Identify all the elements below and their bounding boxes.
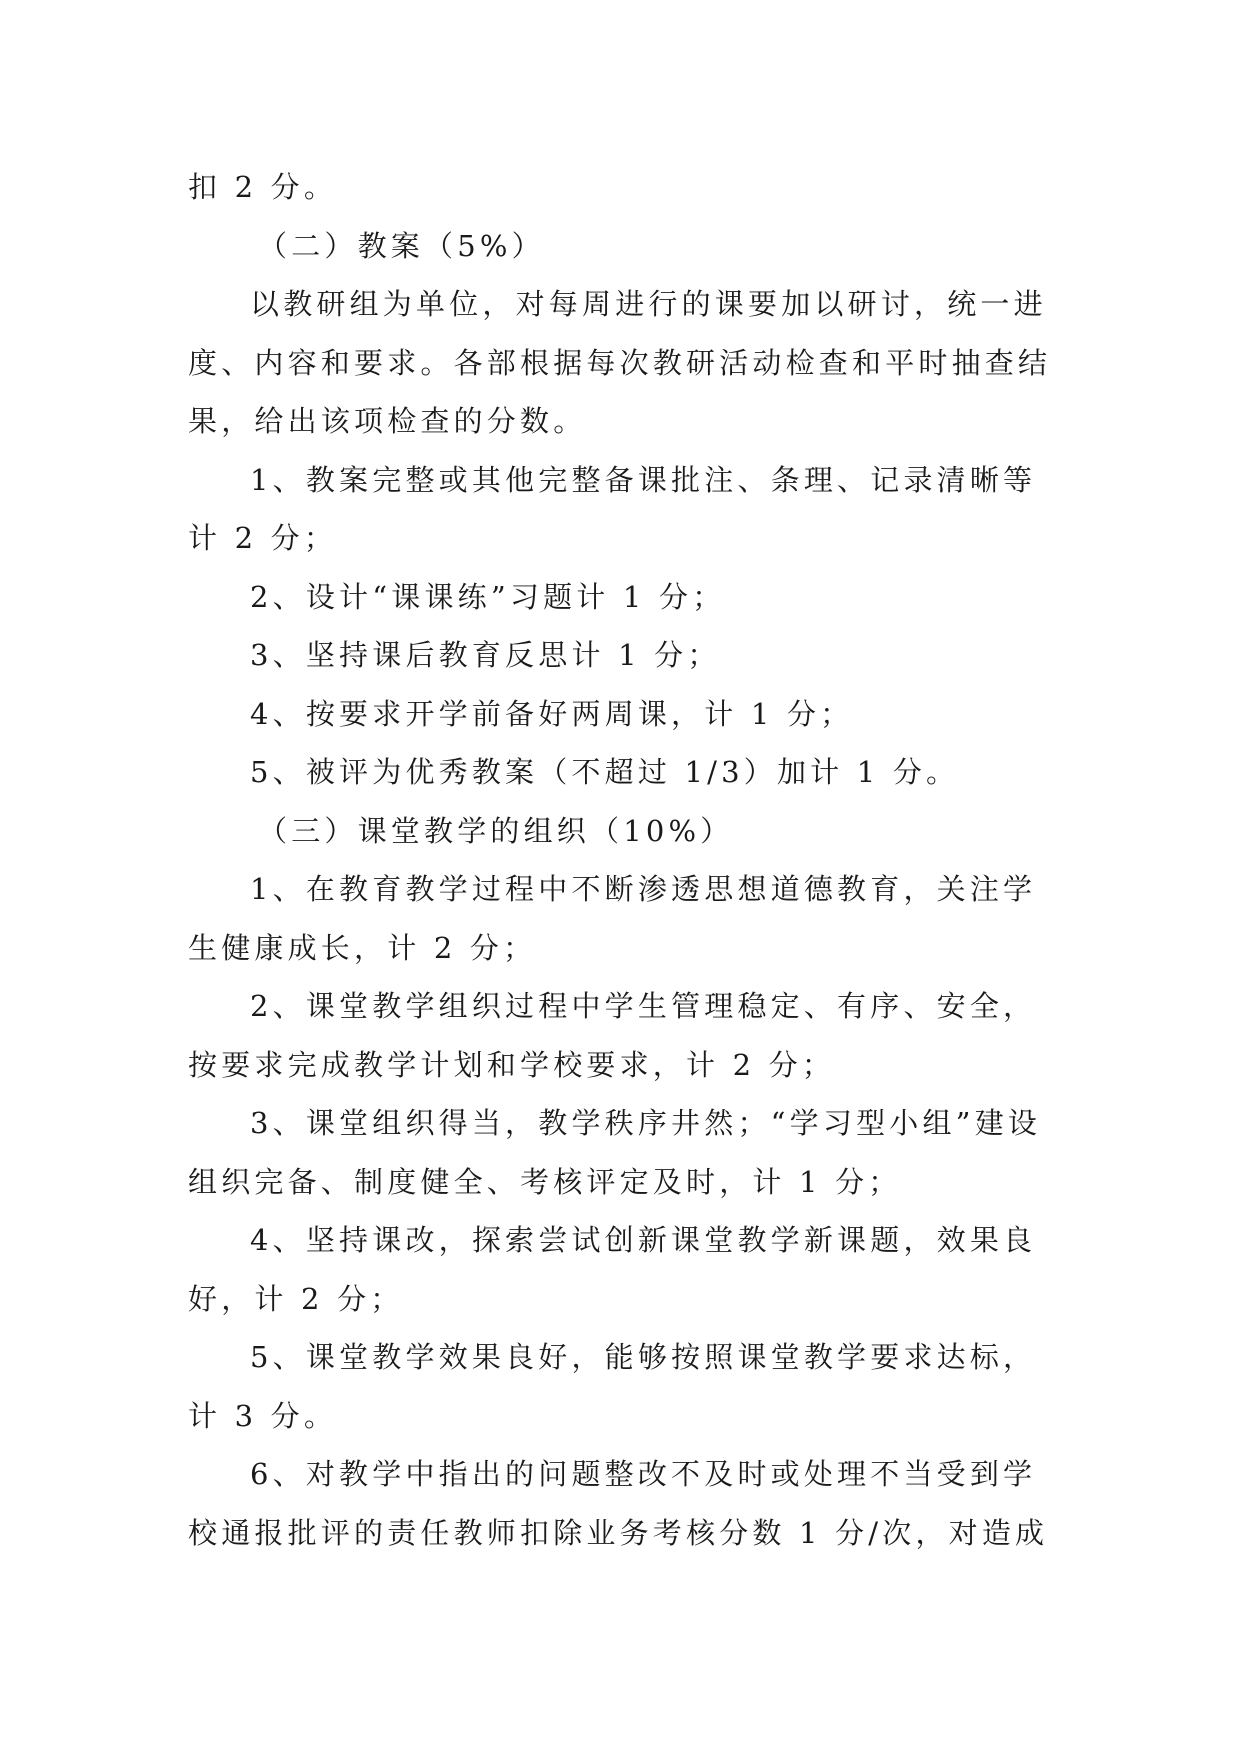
text-line: 校通报批评的责任教师扣除业务考核分数 1 分/次，对造成	[188, 1515, 1049, 1550]
text-line: 4、坚持课改，探索尝试创新课堂教学新课题，效果良	[250, 1223, 1037, 1257]
section-heading: （三）课堂教学的组织（10%）	[258, 813, 734, 848]
text-line: 计 2 分；	[188, 521, 338, 555]
text-line: 3、课堂组织得当，教学秩序井然；“学习型小组”建设	[250, 1106, 1042, 1140]
text-line: 生健康成长，计 2 分；	[188, 930, 537, 965]
document-body	[188, 158, 1056, 1562]
text-line: 5、被评为优秀教案（不超过 1/3）加计 1 分。	[250, 755, 960, 789]
text-line: 以教研组为单位，对每周进行的课要加以研讨，统一进	[250, 287, 1047, 321]
text-line: 度、内容和要求。各部根据每次教研活动检查和平时抽查结	[188, 345, 1052, 380]
text-line: 果，给出该项检查的分数。	[188, 404, 587, 438]
text-line: 好，计 2 分；	[188, 1281, 404, 1316]
text-line: 组织完备、制度健全、考核评定及时，计 1 分；	[188, 1164, 902, 1199]
text-line: 扣 2 分。	[188, 170, 338, 204]
text-line: 5、课堂教学效果良好，能够按照课堂教学要求达标，	[250, 1340, 1037, 1374]
text-line: 2、课堂教学组织过程中学生管理稳定、有序、安全，	[250, 989, 1037, 1023]
text-line: 2、设计“课课练”习题计 1 分；	[250, 579, 726, 614]
text-line: 1、教案完整或其他完整备课批注、条理、记录清晰等	[250, 462, 1037, 497]
text-line: 1、在教育教学过程中不断渗透思想道德教育，关注学	[250, 872, 1037, 906]
text-line: 按要求完成教学计划和学校要求，计 2 分；	[188, 1047, 836, 1082]
text-line: 3、坚持课后教育反思计 1 分；	[250, 638, 721, 672]
text-line: 计 3 分。	[188, 1398, 338, 1433]
section-heading: （二）教案（5%）	[258, 228, 545, 263]
text-line: 4、按要求开学前备好两周课，计 1 分；	[250, 696, 854, 731]
text-line: 6、对教学中指出的问题整改不及时或处理不当受到学	[250, 1457, 1037, 1491]
